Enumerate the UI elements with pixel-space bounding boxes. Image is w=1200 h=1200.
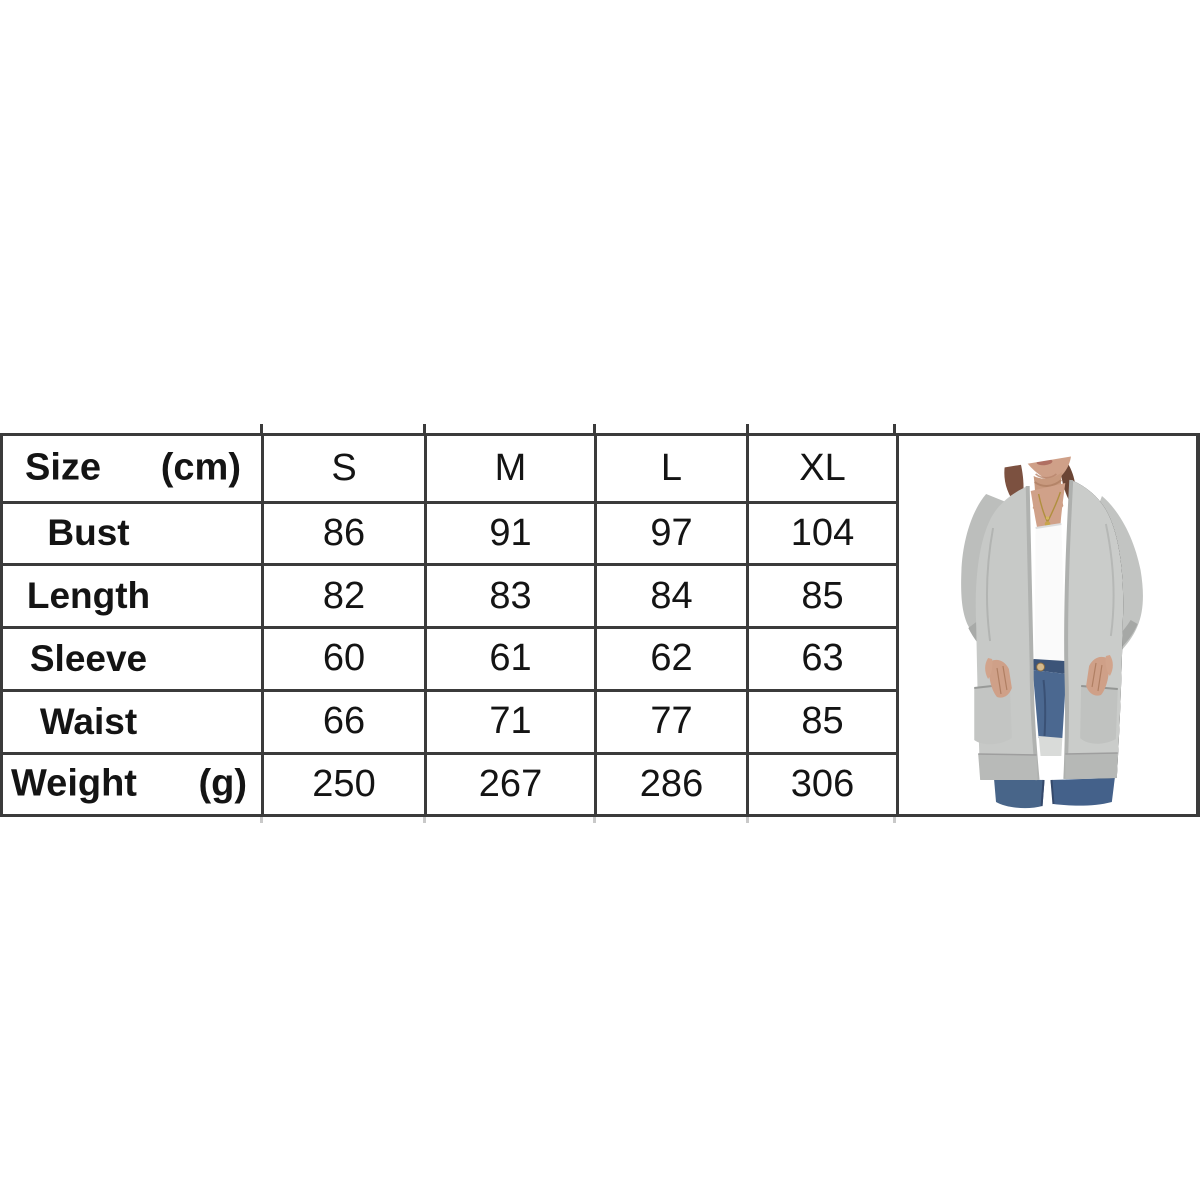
cell-bust-s: 86 <box>263 502 426 565</box>
size-unit-cell <box>2 436 263 502</box>
divider-tick <box>593 424 596 433</box>
cell-bust-l: 97 <box>596 502 748 565</box>
cell-waist-m: 71 <box>426 690 596 753</box>
row-label-bust: Bust <box>2 502 263 565</box>
jeans <box>1033 659 1067 756</box>
cell-length-l: 84 <box>596 565 748 628</box>
row-label-sleeve: Sleeve <box>2 628 263 691</box>
col-header-xl: XL <box>748 436 898 502</box>
divider-tick-bottom <box>593 817 596 823</box>
table-header-row <box>2 436 898 502</box>
col-header-l: L <box>596 436 748 502</box>
row-label-waist: Waist <box>2 690 263 753</box>
jeans-legs <box>994 778 1115 808</box>
cell-waist-xl: 85 <box>748 690 898 753</box>
divider-tick <box>260 424 263 433</box>
cell-sleeve-m: 61 <box>426 628 596 691</box>
divider-tick-bottom <box>746 817 749 823</box>
cell-sleeve-l: 62 <box>596 628 748 691</box>
size-chart-table <box>0 436 899 814</box>
weight-label: Weight <box>11 762 137 805</box>
divider-tick-bottom <box>893 817 896 823</box>
divider-tick <box>423 424 426 433</box>
divider-tick-bottom <box>260 817 263 823</box>
cardigan-hem <box>978 753 1118 780</box>
divider-tick <box>746 424 749 433</box>
table-row-length <box>2 565 898 628</box>
cell-bust-m: 91 <box>426 502 596 565</box>
unit-g-label: (g) <box>198 762 247 805</box>
table-row-waist <box>2 690 898 753</box>
cell-length-s: 82 <box>263 565 426 628</box>
size-label: Size <box>25 446 102 489</box>
cell-waist-l: 77 <box>596 690 748 753</box>
cell-length-m: 83 <box>426 565 596 628</box>
table-row-sleeve <box>2 628 898 691</box>
cell-weight-l: 286 <box>596 753 748 814</box>
cell-bust-xl: 104 <box>748 502 898 565</box>
size-chart-band <box>0 433 1200 817</box>
col-header-m: M <box>426 436 596 502</box>
cardigan-model-illustration <box>899 436 1196 814</box>
cell-weight-xl: 306 <box>748 753 898 814</box>
unit-cm-label: (cm) <box>160 446 241 489</box>
row-label-weight <box>2 753 263 814</box>
tank-top <box>1035 524 1066 662</box>
table-row-weight <box>2 753 898 814</box>
col-header-s: S <box>263 436 426 502</box>
cell-length-xl: 85 <box>748 565 898 628</box>
divider-tick-bottom <box>423 817 426 823</box>
cell-sleeve-xl: 63 <box>748 628 898 691</box>
cardigan-model-image <box>899 436 1196 814</box>
cell-weight-s: 250 <box>263 753 426 814</box>
cell-weight-m: 267 <box>426 753 596 814</box>
divider-tick <box>893 424 896 433</box>
cell-sleeve-s: 60 <box>263 628 426 691</box>
cell-waist-s: 66 <box>263 690 426 753</box>
table-row-bust <box>2 502 898 565</box>
row-label-length: Length <box>2 565 263 628</box>
